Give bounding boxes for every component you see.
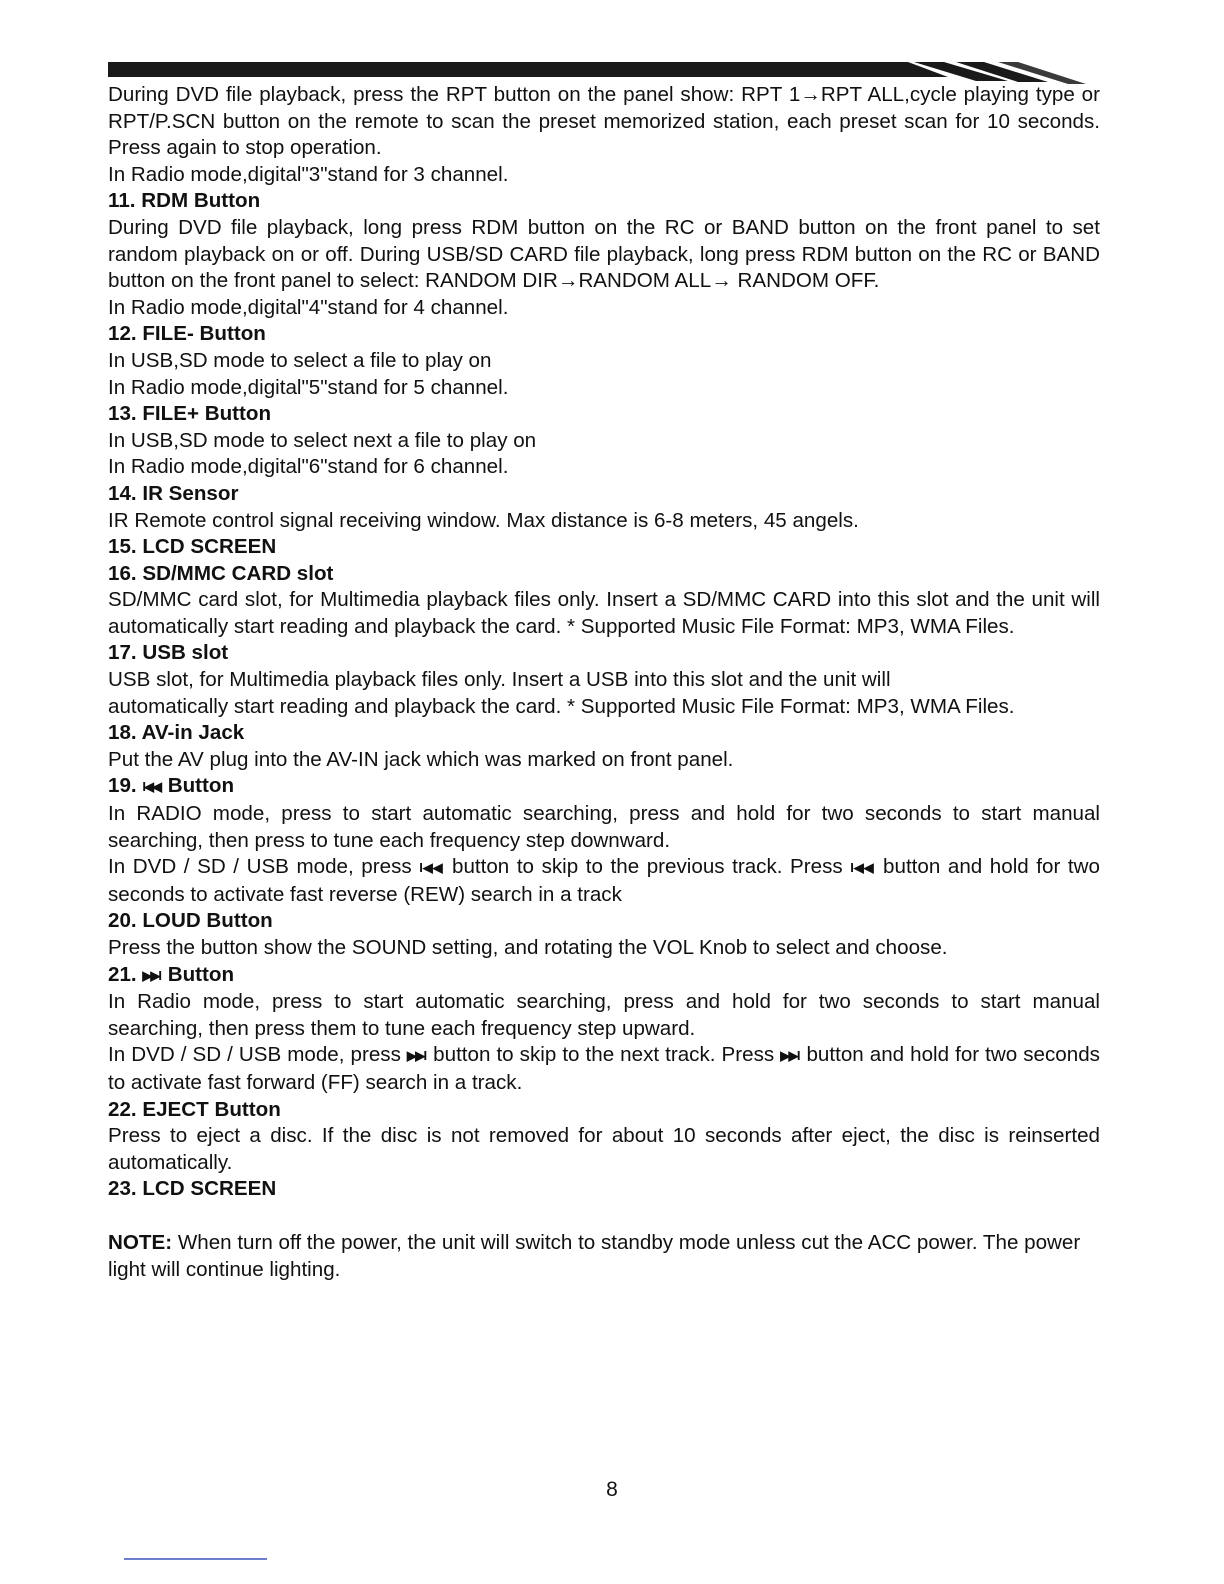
radio-channel-4-line: In Radio mode,digital"4"stand for 4 channel. — [108, 295, 509, 319]
prev-dvd-text-c: button and hold for two seconds to activate fast reverse (REW) search in a track — [108, 855, 1100, 906]
loud-line: Press the button show the SOUND setting, and rotating the VOL Knob to select and choose. — [108, 936, 948, 959]
previous-track-icon: I◀◀ — [850, 860, 874, 876]
prev-heading-number: 19. — [108, 774, 137, 798]
file-plus-heading: 13. FILE+ Button — [108, 402, 272, 426]
note-label: NOTE: — [108, 1230, 173, 1254]
rdm-button-heading: 11. RDM Button — [108, 189, 261, 213]
sd-card-paragraph: SD/MMC card slot, for Multimedia playback files only. Insert a SD/MMC CARD into this slot and the unit will automatically start reading and playback the card. * Supported Music File Format: MP3, WMA Files. — [108, 588, 1100, 638]
lcd-screen-heading-23: 23. LCD SCREEN — [108, 1177, 277, 1201]
next-heading-label: Button — [167, 962, 235, 986]
next-radio-paragraph: In Radio mode, press to start automatic searching, press and hold for two seconds to start manual searching, then press them to tune each frequency step upward. — [108, 990, 1100, 1040]
usb-slot-heading: 17. USB slot — [108, 641, 229, 665]
prev-button-heading — [108, 773, 1100, 801]
footer-rule — [124, 1558, 267, 1560]
next-track-icon: ▶▶I — [780, 1048, 799, 1064]
rdm-paragraph: During DVD file playback, long press RDM button on the RC or BAND button on the front panel to set random playback on or off. During USB/SD CARD file playback, long press RDM button on the RC or BAND button on the front panel to select: RANDOM DIR→RANDOM ALL→ RANDOM OFF. — [108, 215, 1100, 293]
note-text: When turn off the power, the unit will switch to standby mode unless cut the ACC power. The power light will continue lighting. — [108, 1230, 1081, 1281]
next-button-heading — [108, 962, 1100, 990]
next-dvd-text-c: button and hold for two seconds to activate fast forward (FF) search in a track. — [108, 1043, 1100, 1094]
prev-radio-paragraph: In RADIO mode, press to start automatic searching, press and hold for two seconds to start manual searching, then press to tune each frequency step downward. — [108, 802, 1100, 852]
next-track-icon: ▶▶I — [406, 1048, 426, 1064]
sd-card-slot-heading: 16. SD/MMC CARD slot — [108, 561, 334, 585]
prev-dvd-text-a: In DVD / SD / USB mode, press — [108, 855, 412, 879]
eject-button-heading: 22. EJECT Button — [108, 1097, 281, 1121]
radio-channel-6-line: In Radio mode,digital"6"stand for 6 channel. — [108, 455, 509, 479]
usb-paragraph-line-1: USB slot, for Multimedia playback files only. Insert a USB into this slot and the unit will — [108, 668, 891, 692]
radio-channel-5-line: In Radio mode,digital"5"stand for 5 channel. — [108, 375, 509, 399]
file-plus-line: In USB,SD mode to select next a file to play on — [108, 428, 537, 452]
previous-track-icon: I◀◀ — [419, 860, 443, 876]
eject-paragraph: Press to eject a disc. If the disc is not removed for about 10 seconds after eject, the disc is reinserted automatically. — [108, 1124, 1100, 1174]
radio-channel-3-line: In Radio mode,digital"3"stand for 3 channel. — [108, 162, 509, 186]
previous-track-icon: I◀◀ — [142, 779, 160, 795]
usb-paragraph-line-2: automatically start reading and playback the card. * Supported Music File Format: MP3, WMA Files. — [108, 694, 1015, 718]
prev-heading-label: Button — [167, 774, 235, 798]
loud-button-heading: 20. LOUD Button — [108, 909, 273, 933]
next-dvd-paragraph — [108, 1042, 1100, 1096]
manual-content — [108, 82, 1100, 1283]
ir-sensor-line: IR Remote control signal receiving window. Max distance is 6-8 meters, 45 angels. — [108, 508, 859, 532]
rpt-paragraph: During DVD file playback, press the RPT button on the panel show: RPT 1→RPT ALL,cycle playing type or RPT/P.SCN button on the remote to scan the preset memorized station, each preset scan for 10 seconds. Press again to stop operation. — [108, 83, 1100, 160]
next-dvd-text-b: button to skip to the next track. Press — [433, 1043, 775, 1067]
next-dvd-text-a: In DVD / SD / USB mode, press — [108, 1043, 401, 1067]
next-track-icon: ▶▶I — [142, 967, 160, 983]
ir-sensor-heading: 14. IR Sensor — [108, 481, 239, 505]
page-number: 8 — [606, 1478, 618, 1501]
lcd-screen-heading-15: 15. LCD SCREEN — [108, 535, 277, 559]
av-in-line: Put the AV plug into the AV-IN jack which was marked on front panel. — [108, 747, 734, 771]
av-in-jack-heading: 18. AV-in Jack — [108, 721, 245, 745]
prev-dvd-paragraph — [108, 854, 1100, 908]
prev-dvd-text-b: button to skip to the previous track. Press — [452, 855, 843, 879]
next-heading-number: 21. — [108, 962, 137, 986]
note-paragraph — [108, 1230, 1100, 1283]
file-minus-heading: 12. FILE- Button — [108, 322, 266, 346]
spacer — [108, 1203, 1100, 1230]
file-minus-line: In USB,SD mode to select a file to play on — [108, 348, 492, 372]
header-bar — [108, 62, 1100, 84]
